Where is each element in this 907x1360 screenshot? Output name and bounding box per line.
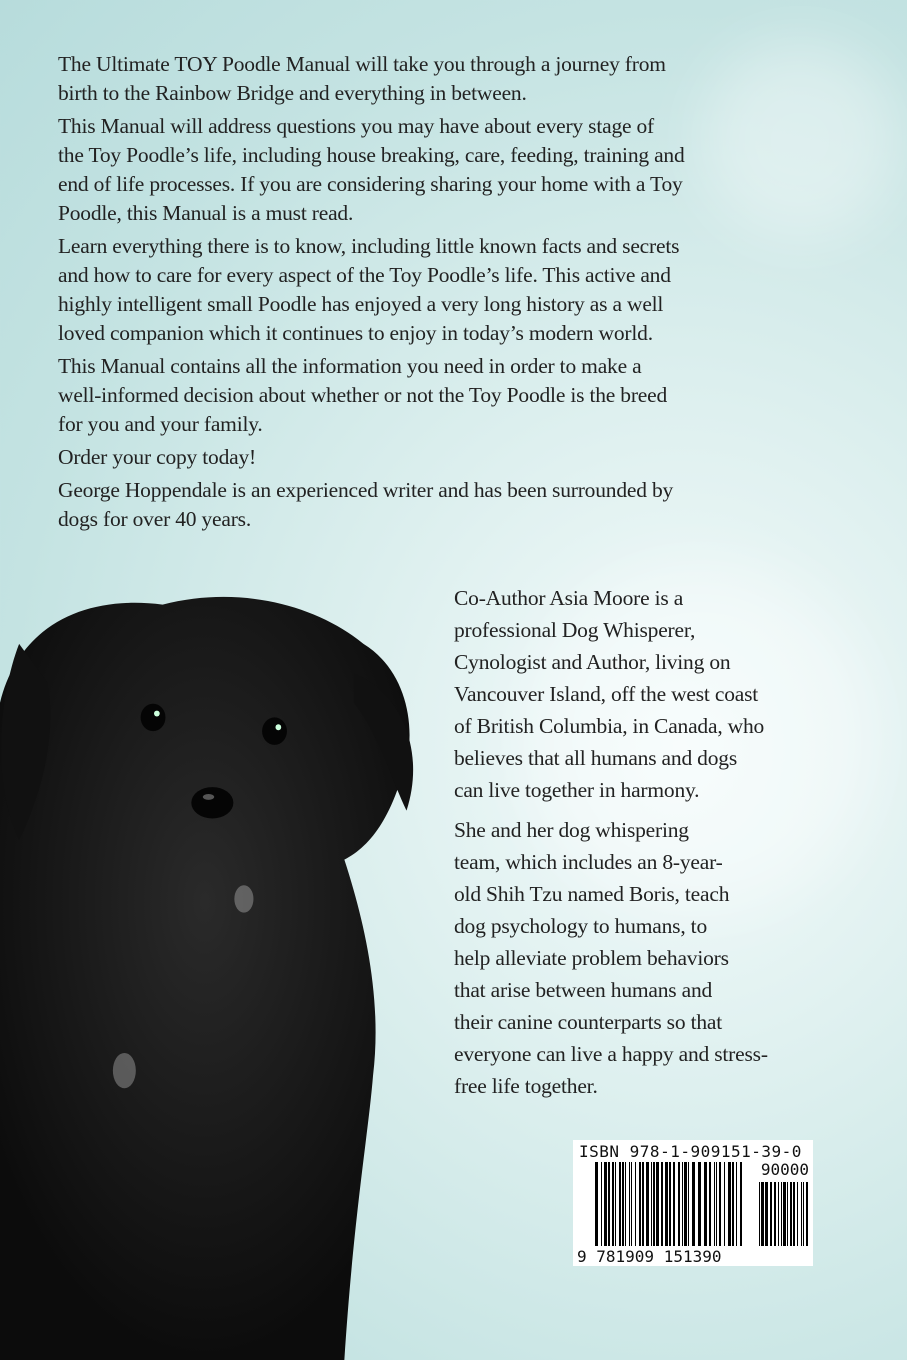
text-line: team, which includes an 8-year- [454, 850, 723, 874]
barcode-bar [709, 1162, 711, 1246]
barcode-bar [684, 1162, 687, 1246]
text-line: help alleviate problem behaviors [454, 946, 729, 970]
text-line: The Ultimate TOY Poodle Manual will take you through a journey from [58, 52, 666, 76]
barcode-bar [625, 1162, 626, 1246]
barcode-bar [806, 1182, 808, 1246]
barcode-bar [728, 1162, 731, 1246]
text-line: Poodle, this Manual is a must read. [58, 201, 354, 225]
barcode-bar [793, 1182, 795, 1246]
barcode-bar [604, 1162, 607, 1246]
paragraph [454, 814, 894, 1102]
text-line: highly intelligent small Poodle has enjoyed a very long history as a well [58, 292, 664, 316]
barcode-bar [704, 1162, 707, 1246]
barcode-bar [732, 1162, 734, 1246]
black-toy-poodle-puppy-photo [0, 585, 440, 1360]
text-line: and how to care for every aspect of the Toy Poodle’s life. This active and [58, 263, 671, 287]
text-line: dogs for over 40 years. [58, 507, 252, 531]
text-line: free life together. [454, 1074, 598, 1098]
barcode-bar [688, 1162, 689, 1246]
barcode-bar [778, 1182, 779, 1246]
text-line: old Shih Tzu named Boris, teach [454, 882, 730, 906]
barcode-bar [615, 1162, 616, 1246]
text-line: for you and your family. [58, 412, 263, 436]
paragraph [58, 112, 907, 228]
text-line: This Manual will address questions you may have about every stage of [58, 114, 655, 138]
barcode-bar [783, 1182, 786, 1246]
paragraph [58, 232, 907, 348]
text-line: professional Dog Whisperer, [454, 618, 696, 642]
puppy-eye-left [141, 704, 166, 731]
paragraph [454, 582, 894, 806]
barcode-bar [790, 1182, 792, 1246]
barcode-bar [612, 1162, 614, 1246]
paragraph [58, 352, 907, 439]
text-line: Order your copy today! [58, 445, 256, 469]
text-line: Co-Author Asia Moore is a [454, 586, 684, 610]
barcode-bar [656, 1162, 659, 1246]
puppy-nose [191, 787, 233, 818]
text-line: George Hoppendale is an experienced writer and has been surrounded by [58, 478, 674, 502]
barcode-bar [740, 1162, 742, 1246]
text-line: dog psychology to humans, to [454, 914, 707, 938]
barcode-bar [661, 1162, 663, 1246]
book-description [58, 50, 907, 538]
text-line: She and her dog whispering [454, 818, 689, 842]
barcode-bar [669, 1162, 671, 1246]
isbn-barcode [573, 1140, 813, 1266]
text-line: Learn everything there is to know, including little known facts and secrets [58, 234, 680, 258]
barcode-bar [646, 1162, 649, 1246]
barcode-bar [653, 1162, 655, 1246]
puppy-eye-right [262, 717, 287, 744]
ean-bars [595, 1162, 745, 1246]
text-line: the Toy Poodle’s life, including house breaking, care, feeding, training and [58, 143, 685, 167]
barcode-bar [719, 1162, 721, 1246]
text-line: birth to the Rainbow Bridge and everything in between. [58, 81, 527, 105]
barcode-bar [665, 1162, 668, 1246]
barcode-bar [801, 1182, 802, 1246]
barcode-bar [761, 1182, 764, 1246]
barcode-bar [774, 1182, 776, 1246]
text-line: Cynologist and Author, living on [454, 650, 731, 674]
barcode-bar [759, 1182, 760, 1246]
text-line: everyone can live a happy and stress- [454, 1042, 768, 1066]
barcode-bar [619, 1162, 621, 1246]
text-line: end of life processes. If you are considering sharing your home with a Toy [58, 172, 683, 196]
text-line: their canine counterparts so that [454, 1010, 723, 1034]
text-line: Vancouver Island, off the west coast [454, 682, 759, 706]
barcode-bar [781, 1182, 782, 1246]
barcode-bar [673, 1162, 675, 1246]
text-line: that arise between humans and [454, 978, 713, 1002]
paragraph [58, 476, 907, 534]
barcode-bar [797, 1182, 798, 1246]
barcode-bar [601, 1162, 602, 1246]
addon-bars [759, 1182, 809, 1246]
barcode-bar [682, 1162, 683, 1246]
barcode-bar [642, 1162, 644, 1246]
barcode-bar [736, 1162, 737, 1246]
ean-digits: 9 781909 151390 [577, 1247, 722, 1266]
barcode-bar [595, 1162, 598, 1246]
isbn-label: ISBN 978-1-909151-39-0 [579, 1142, 802, 1161]
barcode-bar [639, 1162, 641, 1246]
barcode-bar [787, 1182, 788, 1246]
barcode-bar [631, 1162, 632, 1246]
barcode-bar [635, 1162, 636, 1246]
text-line: This Manual contains all the information you need in order to make a [58, 354, 642, 378]
barcode-bar [765, 1182, 768, 1246]
text-line: believes that all humans and dogs [454, 746, 737, 770]
barcode-bar [803, 1182, 804, 1246]
barcode-bar [692, 1162, 695, 1246]
text-line: of British Columbia, in Canada, who [454, 714, 765, 738]
barcode-bar [651, 1162, 652, 1246]
text-line: well-informed decision about whether or not the Toy Poodle is the breed [58, 383, 668, 407]
barcode-bar [629, 1162, 630, 1246]
text-line: loved companion which it continues to enjoy in today’s modern world. [58, 321, 653, 345]
barcode-bar [698, 1162, 701, 1246]
paragraph [58, 443, 907, 472]
text-line: can live together in harmony. [454, 778, 700, 802]
price-code: 90000 [760, 1160, 809, 1179]
co-author-bio [454, 582, 894, 1110]
barcode-bar [622, 1162, 624, 1246]
barcode-bar [724, 1162, 725, 1246]
barcode-bar [608, 1162, 610, 1246]
barcode-bar [770, 1182, 772, 1246]
barcode-bar [714, 1162, 715, 1246]
barcode-bar [678, 1162, 680, 1246]
barcode-bar [716, 1162, 717, 1246]
paragraph [58, 50, 907, 108]
